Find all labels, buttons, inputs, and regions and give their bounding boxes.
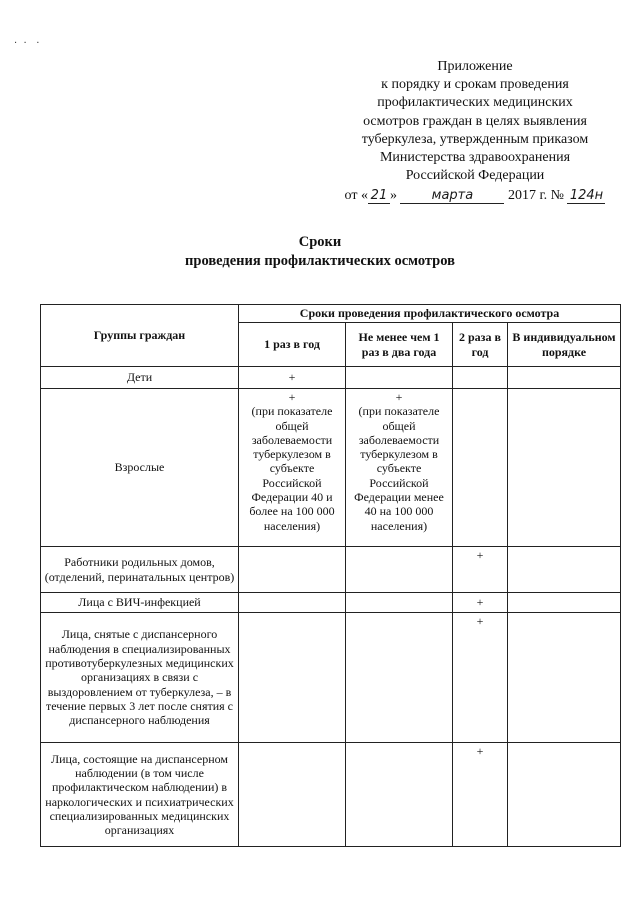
group-cell: Взрослые <box>41 389 239 547</box>
twice-yearly-cell <box>453 389 508 547</box>
plus-mark: + <box>476 595 484 610</box>
plus-mark: + <box>476 548 484 562</box>
table-row <box>41 743 621 847</box>
year-text: 2017 г. № <box>507 188 564 204</box>
order-date-line <box>330 187 620 205</box>
individual-cell <box>508 389 621 547</box>
table-row <box>41 547 621 593</box>
individual-cell <box>508 547 621 593</box>
yearly-cell <box>239 389 346 547</box>
individual-cell <box>508 743 621 847</box>
twice-yearly-cell <box>453 547 508 593</box>
title-line-2: проведения профилактических осмотров <box>185 253 455 269</box>
appendix-line: Российской Федерации <box>405 168 545 184</box>
handwritten-order-number: 124н <box>567 189 605 204</box>
appendix-line: Министерства здравоохранения <box>379 150 571 166</box>
quote-close: » <box>389 188 397 204</box>
table-row <box>41 367 621 389</box>
groups-header: Группы граждан <box>41 305 239 367</box>
table-row <box>41 389 621 547</box>
yearly-cell <box>239 547 346 593</box>
group-cell: Лица с ВИЧ-инфекцией <box>41 593 239 613</box>
terms-header: Сроки проведения профилактического осмотра <box>239 305 621 323</box>
appendix-line: к порядку и срокам проведения <box>381 77 569 93</box>
column-header-yearly: 1 раз в год <box>239 323 346 367</box>
biennial-cell <box>346 613 453 743</box>
scan-specks: · · · <box>14 38 40 49</box>
twice-yearly-cell <box>453 367 508 389</box>
individual-cell <box>508 613 621 743</box>
title-line-1: Сроки <box>298 234 342 250</box>
group-cell: Лица, состоящие на диспансерном наблюдении (в том числе профилактическом наблюдении) в наркологических и психиатрических специализированных медицинских организациях <box>41 743 239 847</box>
table-row <box>41 613 621 743</box>
individual-cell <box>508 367 621 389</box>
table-row <box>41 593 621 613</box>
yearly-cell <box>239 367 346 389</box>
group-cell: Работники родильных домов, (отделений, перинатальных центров) <box>41 547 239 593</box>
individual-cell <box>508 593 621 613</box>
column-header-individual: В индивидуальном порядке <box>508 323 621 367</box>
biennial-cell <box>346 367 453 389</box>
yearly-cell <box>239 743 346 847</box>
twice-yearly-cell <box>453 613 508 743</box>
plus-mark: + <box>476 614 484 628</box>
yearly-note: (при показателе общей заболеваемости туберкулезом в субъекте Российской Федерации 40 и более на 100 000 населения) <box>249 404 335 533</box>
group-cell: Дети <box>41 367 239 389</box>
plus-mark: + <box>288 390 296 404</box>
biennial-note: (при показателе общей заболеваемости туберкулезом в субъекте Российской Федерации менее 40 на 100 000 населения) <box>354 404 444 533</box>
handwritten-day: 21 <box>368 189 390 204</box>
yearly-cell <box>239 613 346 743</box>
appendix-line: туберкулеза, утвержденным приказом <box>361 131 589 147</box>
document-title <box>0 233 640 271</box>
biennial-cell <box>346 743 453 847</box>
column-header-biennial: Не менее чем 1 раз в два года <box>346 323 453 367</box>
biennial-cell <box>346 593 453 613</box>
appendix-block <box>330 58 620 206</box>
biennial-cell <box>346 547 453 593</box>
twice-yearly-cell <box>453 593 508 613</box>
yearly-cell <box>239 593 346 613</box>
appendix-line: осмотров граждан в целях выявления <box>363 113 587 129</box>
appendix-line: профилактических медицинских <box>377 95 573 111</box>
plus-mark: + <box>288 370 296 385</box>
handwritten-month: марта <box>400 189 504 204</box>
appendix-line: Приложение <box>437 59 513 74</box>
schedule-table <box>40 304 621 847</box>
column-header-twice-yearly: 2 раза в год <box>453 323 508 367</box>
from-prefix: от « <box>344 188 368 204</box>
group-cell: Лица, снятые с диспансерного наблюдения в специализированных противотуберкулезных медицинских организациях в связи с выздоровлением от туберкулеза, – в течение первых 3 лет после снятия с диспансерного наблюдения <box>41 613 239 743</box>
twice-yearly-cell <box>453 743 508 847</box>
biennial-cell <box>346 389 453 547</box>
plus-mark: + <box>395 390 403 404</box>
plus-mark: + <box>476 744 484 758</box>
